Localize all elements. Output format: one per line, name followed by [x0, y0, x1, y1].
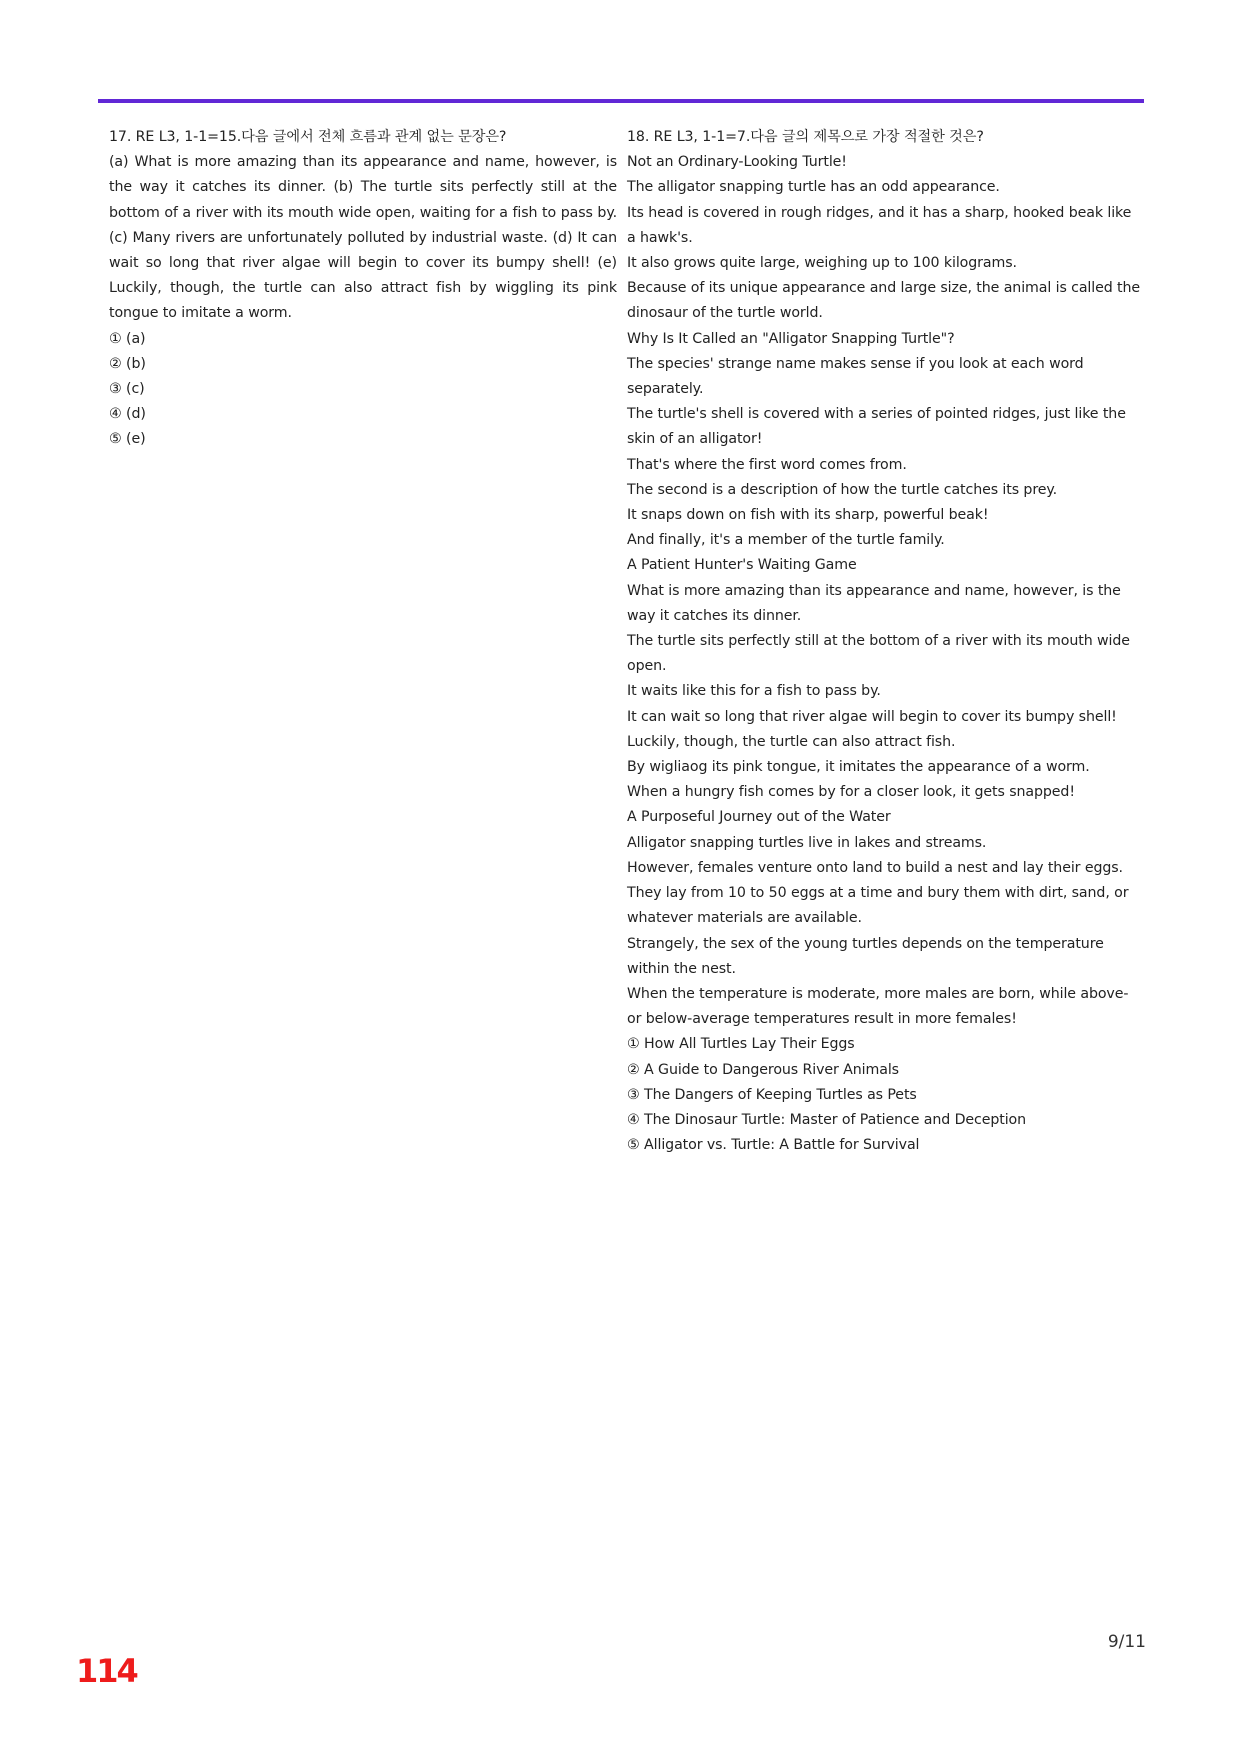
passage-line: When a hungry fish comes by for a closer look, it gets snapped!	[627, 784, 1075, 801]
question-17-passage: (a) What is more amazing than its appearance and name, however, is the way it catches its dinner. (b) The turtle sits perfectly still at the bottom of a river with its mouth wide open, waiting for a fish to pass by. (c) Many rivers are unfortunately polluted by industrial waste. (d) It can wait so long that river algae will begin to cover its bumpy shell! (e) Luckily, though, the turtle can also attract fish by wiggling its pink tongue to imitate a worm.	[109, 154, 617, 322]
passage-line: The alligator snapping turtle has an odd appearance.	[627, 179, 1000, 196]
passage-line: Luckily, though, the turtle can also attract fish.	[627, 733, 956, 750]
passage-line: It also grows quite large, weighing up to 100 kilograms.	[627, 255, 1017, 272]
passage-line: When the temperature is moderate, more males are born, while above- or below-average temperatures result in more females!	[627, 985, 1129, 1028]
page-number: 114	[76, 1652, 137, 1690]
passage-line: Strangely, the sex of the young turtles depends on the temperature within the nest.	[627, 935, 1104, 977]
question-17	[109, 125, 617, 453]
page-count: 9/11	[1107, 1632, 1146, 1652]
passage-line: A Purposeful Journey out of the Water	[627, 809, 891, 826]
question-18-heading: 18. RE L3, 1-1=7.다음 글의 제목으로 가장 적절한 것은?	[627, 129, 984, 145]
question-18-choice: ① How All Turtles Lay Their Eggs	[627, 1036, 855, 1053]
question-17-choice: ⑤ (e)	[109, 431, 146, 448]
passage-line: And finally, it's a member of the turtle family.	[627, 532, 945, 549]
question-17-heading: 17. RE L3, 1-1=15.다음 글에서 전체 흐름과 관계 없는 문장은?	[109, 129, 507, 145]
passage-line: However, females venture onto land to build a nest and lay their eggs.	[627, 859, 1123, 876]
question-18-choice: ⑤ Alligator vs. Turtle: A Battle for Survival	[627, 1137, 920, 1154]
passage-line: By wigliaog its pink tongue, it imitates the appearance of a worm.	[627, 759, 1090, 776]
passage-line: Its head is covered in rough ridges, and it has a sharp, hooked beak like a hawk's.	[627, 204, 1132, 246]
passage-line: That's where the first word comes from.	[627, 456, 907, 473]
passage-line: Not an Ordinary-Looking Turtle!	[627, 154, 847, 171]
question-17-choice: ③ (c)	[109, 381, 145, 398]
passage-line: It can wait so long that river algae will begin to cover its bumpy shell!	[627, 708, 1117, 725]
question-17-choice: ② (b)	[109, 355, 146, 372]
passage-line: What is more amazing than its appearance and name, however, is the way it catches its dinner.	[627, 582, 1121, 624]
passage-line: Why Is It Called an "Alligator Snapping Turtle"?	[627, 330, 955, 347]
question-18-choice: ② A Guide to Dangerous River Animals	[627, 1061, 899, 1078]
passage-line: They lay from 10 to 50 eggs at a time and bury them with dirt, sand, or whatever materials are available.	[627, 885, 1129, 927]
passage-line: It waits like this for a fish to pass by.	[627, 683, 881, 700]
question-18-choice: ④ The Dinosaur Turtle: Master of Patience and Deception	[627, 1111, 1027, 1128]
passage-line: The turtle sits perfectly still at the bottom of a river with its mouth wide open.	[627, 633, 1130, 675]
question-18	[627, 125, 1142, 1158]
passage-line: The second is a description of how the turtle catches its prey.	[627, 481, 1058, 498]
passage-line: The species' strange name makes sense if you look at each word separately.	[627, 355, 1084, 398]
question-17-choice: ④ (d)	[109, 406, 146, 423]
passage-line: A Patient Hunter's Waiting Game	[627, 557, 857, 574]
passage-line: Alligator snapping turtles live in lakes and streams.	[627, 834, 987, 851]
passage-line: The turtle's shell is covered with a series of pointed ridges, just like the skin of an alligator!	[627, 406, 1126, 448]
question-18-choice: ③ The Dangers of Keeping Turtles as Pets	[627, 1086, 917, 1103]
passage-line: Because of its unique appearance and large size, the animal is called the dinosaur of the turtle world.	[627, 280, 1141, 322]
question-17-choice: ① (a)	[109, 330, 146, 347]
passage-line: It snaps down on fish with its sharp, powerful beak!	[627, 507, 989, 524]
header-rule	[98, 99, 1144, 103]
